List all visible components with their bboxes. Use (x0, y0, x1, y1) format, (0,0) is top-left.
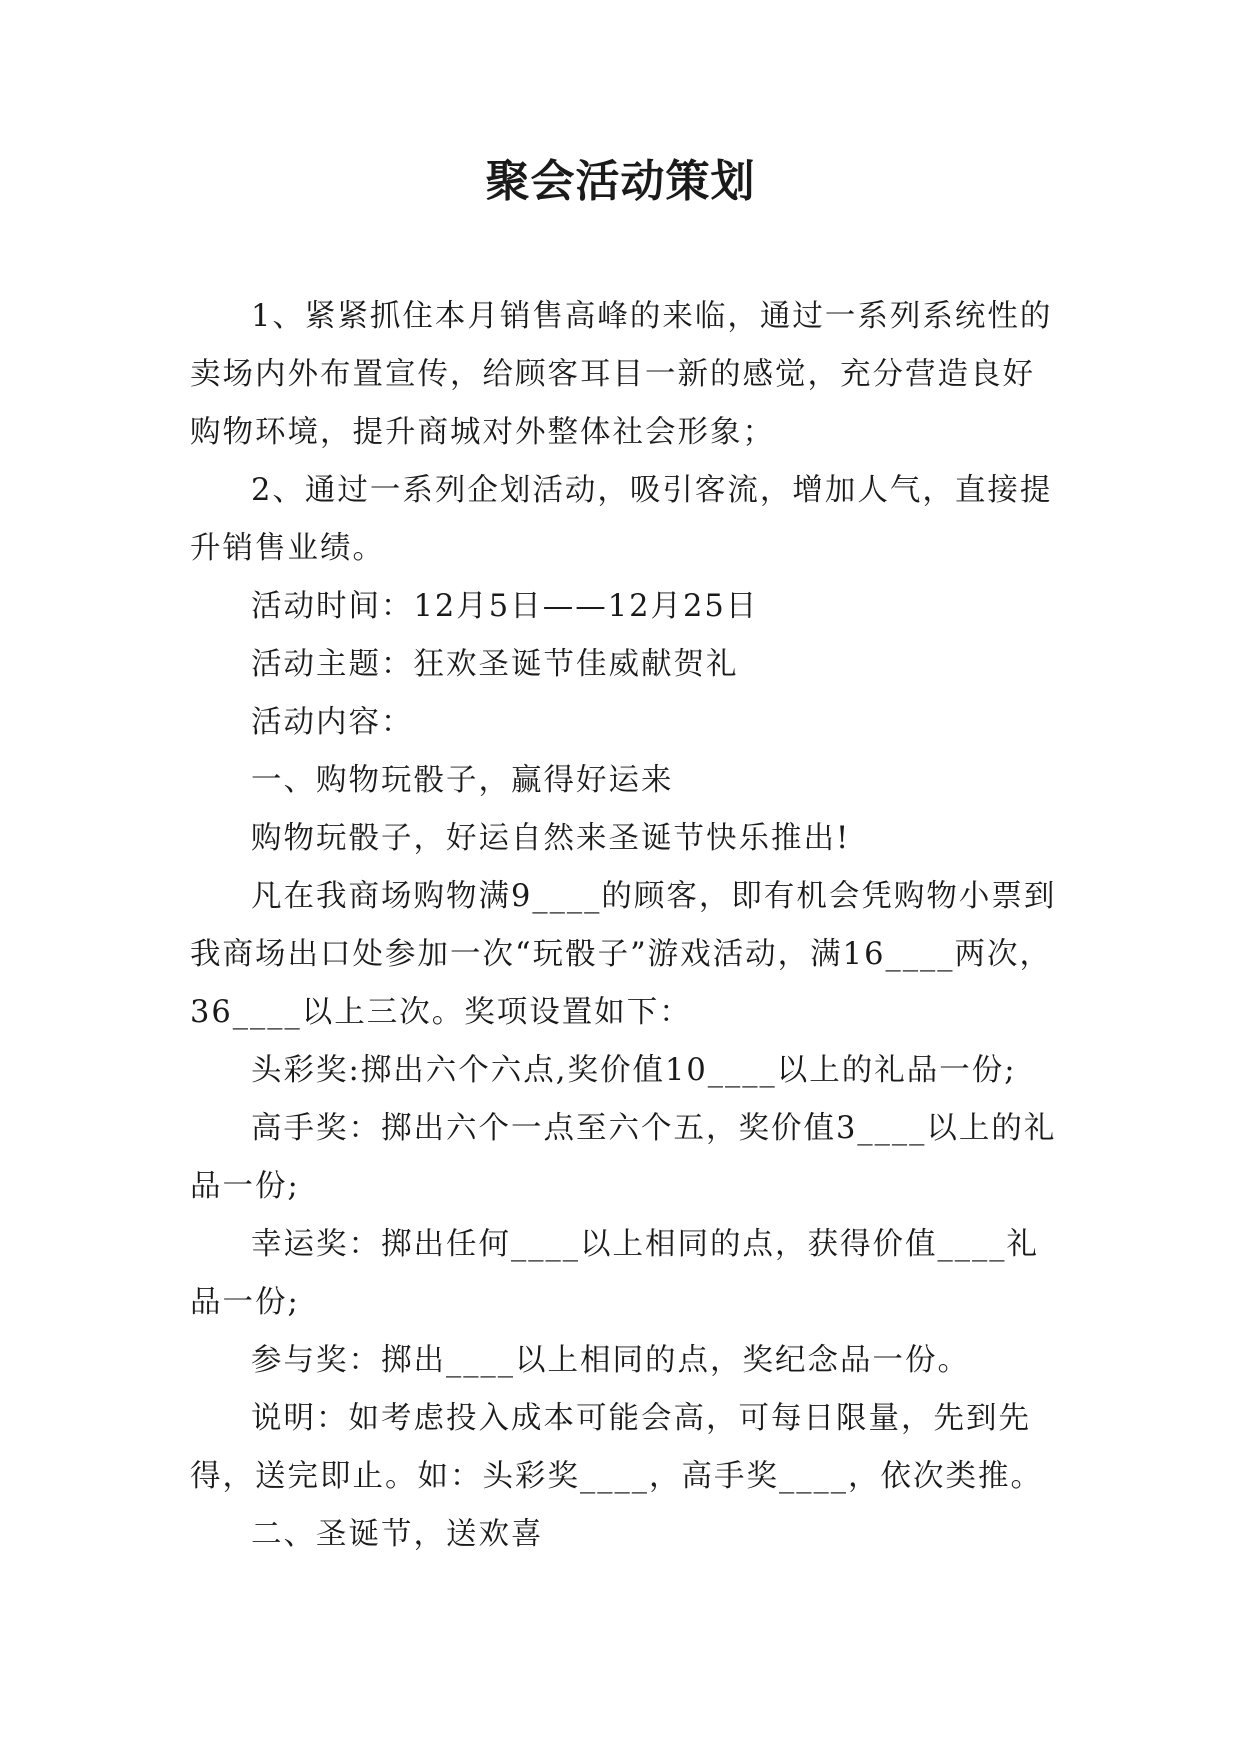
paragraph-activity-content-heading: 活动内容： (251, 705, 414, 740)
section-heading-christmas: 二、圣诞节，送欢喜 (251, 1517, 544, 1552)
paragraph-participation-prize: 参与奖：掷出____以上相同的点，奖纪念品一份。 (251, 1343, 970, 1378)
paragraph-dice-intro: 购物玩骰子，好运自然来圣诞节快乐推出! (251, 821, 851, 856)
paragraph-grand-prize: 头彩奖:掷出六个六点,奖价值10____以上的礼品一份; (251, 1053, 1017, 1088)
document-body (190, 288, 1058, 1564)
paragraph-goal-2: 2、通过一系列企划活动，吸引客流，增加人气，直接提升销售业绩。 (190, 473, 1053, 566)
paragraph-activity-time: 活动时间：12月5日——12月25日 (251, 589, 759, 624)
paragraph-note: 说明：如考虑投入成本可能会高，可每日限量，先到先得，送完即止。如：头彩奖____，高手奖____，依次类推。 (190, 1401, 1043, 1494)
paragraph-lucky-prize: 幸运奖：掷出任何____以上相同的点，获得价值____礼品一份; (190, 1227, 1039, 1320)
section-heading-dice: 一、购物玩骰子，赢得好运来 (251, 763, 674, 798)
document-title: 聚会活动策划 (485, 156, 756, 207)
paragraph-dice-rules: 凡在我商场购物满9____的顾客，即有机会凭购物小票到我商场出口处参加一次“玩骰子”游戏活动，满16____两次，36____以上三次。奖项设置如下： (190, 879, 1057, 1030)
paragraph-expert-prize: 高手奖：掷出六个一点至六个五，奖价值3____以上的礼品一份; (190, 1111, 1057, 1204)
paragraph-activity-theme: 活动主题：狂欢圣诞节佳威献贺礼 (251, 647, 739, 682)
paragraph-goal-1: 1、紧紧抓住本月销售高峰的来临，通过一系列系统性的卖场内外布置宣传，给顾客耳目一新的感觉，充分营造良好购物环境，提升商城对外整体社会形象； (190, 299, 1053, 450)
